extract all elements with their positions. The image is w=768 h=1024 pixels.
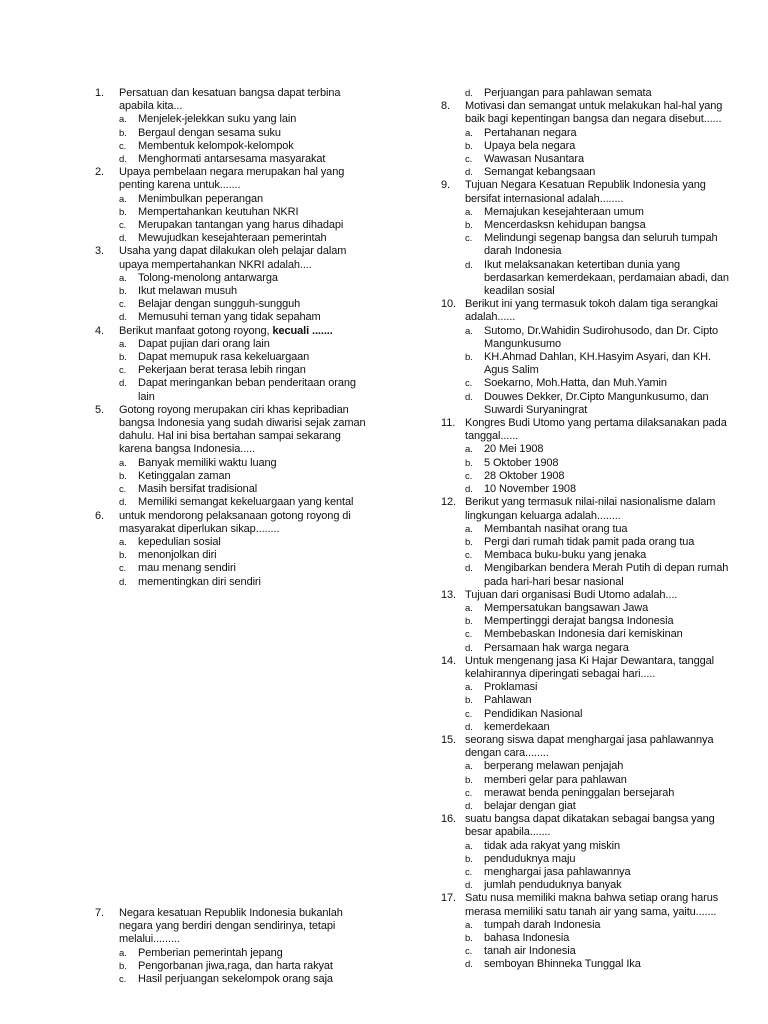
option-letter: d. xyxy=(465,391,473,403)
option-letter: c. xyxy=(465,378,473,390)
answer-option xyxy=(119,364,370,377)
option-letter: a. xyxy=(119,338,127,350)
answer-option xyxy=(465,140,731,153)
option-letter: b. xyxy=(119,470,127,482)
option-text: Dapat pujian dari orang lain xyxy=(138,337,270,350)
option-text: Pertahanan negara xyxy=(484,126,577,139)
answer-option xyxy=(465,945,731,958)
answer-option xyxy=(465,774,731,787)
option-letter: d. xyxy=(465,721,473,733)
question-item xyxy=(95,510,370,589)
option-letter: c. xyxy=(465,787,473,799)
option-text: Proklamasi xyxy=(484,681,538,694)
answer-option xyxy=(465,377,731,390)
answer-option xyxy=(465,602,731,615)
question-number: 3. xyxy=(95,245,104,258)
answer-option xyxy=(465,708,731,721)
option-text: Sutomo, Dr.Wahidin Sudirohusodo, dan Dr. Cipto Mangunkusumo xyxy=(484,324,719,350)
answer-option xyxy=(465,853,731,866)
option-text: 10 November 1908 xyxy=(484,483,576,496)
answer-option xyxy=(119,973,370,986)
answer-option xyxy=(119,483,370,496)
answer-option xyxy=(119,232,370,245)
answer-option xyxy=(119,153,370,166)
question-number: 6. xyxy=(95,509,104,522)
question-text xyxy=(119,166,370,192)
question-item xyxy=(441,100,731,179)
option-letter: b. xyxy=(119,286,127,298)
option-letter: a. xyxy=(119,114,127,126)
answer-option xyxy=(119,549,370,562)
option-letter: a. xyxy=(465,919,473,931)
option-text: Melindungi segenap bangsa dan seluruh tumpah darah Indonesia xyxy=(484,232,718,258)
question-item xyxy=(95,325,370,404)
option-letter: d. xyxy=(465,959,473,971)
question-item xyxy=(95,245,370,324)
option-text: memberi gelar para pahlawan xyxy=(484,773,627,786)
answer-option xyxy=(465,351,731,377)
answer-option xyxy=(465,787,731,800)
answer-option xyxy=(465,840,731,853)
option-text: belajar dengan giat xyxy=(484,799,576,812)
answer-option xyxy=(465,523,731,536)
option-letter: d. xyxy=(119,154,127,166)
answer-option xyxy=(465,232,731,258)
option-letter: c. xyxy=(119,365,127,377)
option-text: Memusuhi teman yang tidak sepaham xyxy=(138,311,321,324)
question-number: 7. xyxy=(95,907,104,919)
option-text: KH.Ahmad Dahlan, KH.Hasyim Asyari, dan KH. Agus Salim xyxy=(484,351,711,377)
option-letter: b. xyxy=(465,220,473,232)
option-text: Membebaskan Indonesia dari kemiskinan xyxy=(484,628,683,641)
question-text-content: Berikut yang termasuk nilai-nilai nasionalisme dalam lingkungan keluarga adalah........ xyxy=(465,496,716,522)
option-text: Pergi dari rumah tidak pamit pada orang tua xyxy=(484,535,695,548)
option-text: mementingkan diri sendiri xyxy=(138,575,261,588)
option-text: Upaya bela negara xyxy=(484,139,576,152)
question-text-content: Upaya pembelaan negara merupakan hal yang penting karena untuk....... xyxy=(119,166,345,192)
option-letter: b. xyxy=(119,127,127,139)
option-text: bahasa Indonesia xyxy=(484,932,570,944)
question-text-content: Untuk mengenang jasa Ki Hajar Dewantara, tanggal kelahirannya diperingati sebagai hari..... xyxy=(465,654,714,680)
option-letter: c. xyxy=(119,140,127,152)
option-text: tanah air Indonesia xyxy=(484,945,576,958)
option-letter: c. xyxy=(465,629,473,641)
question-item xyxy=(95,166,370,245)
question-text-content: Satu nusa memiliki makna bahwa setiap orang harus merasa memiliki satu tanah air yang sama, yaitu....... xyxy=(465,892,719,918)
option-letter: b. xyxy=(465,457,473,469)
option-letter: d. xyxy=(465,880,473,892)
answer-option xyxy=(465,615,731,628)
answer-option xyxy=(465,470,731,483)
option-letter: c. xyxy=(465,550,473,562)
option-letter: a. xyxy=(465,523,473,535)
option-text: Hasil perjuangan sekelompok orang saja xyxy=(138,973,333,986)
question-item xyxy=(441,655,731,734)
question-number: 12. xyxy=(441,496,456,509)
option-letter: c. xyxy=(465,233,473,245)
question-text-content: Gotong royong merupakan ciri khas kepribadian bangsa Indonesia yang sudah diwarisi sejak zaman dahulu. Hal ini bisa bertahan sampai sekarang karena bangsa Indonesia..... xyxy=(119,403,366,456)
option-letter: b. xyxy=(465,933,473,944)
answer-option xyxy=(465,919,731,932)
answer-option xyxy=(465,443,731,456)
answer-option xyxy=(465,932,731,945)
answer-option xyxy=(119,536,370,549)
question-text xyxy=(119,510,370,536)
question-text-content: suatu bangsa dapat dikatakan sebagai bangsa yang besar apabila....... xyxy=(465,813,715,839)
option-letter: b. xyxy=(119,550,127,562)
option-letter: c. xyxy=(119,220,127,232)
answer-option xyxy=(119,311,370,324)
option-text: Pemberian pemerintah jepang xyxy=(138,946,283,959)
answer-option xyxy=(465,562,731,588)
question-text-content: seorang siswa dapat menghargai jasa pahlawannya dengan cara........ xyxy=(465,733,714,760)
option-letter: b. xyxy=(465,774,473,786)
option-letter: c. xyxy=(465,946,473,958)
question-text xyxy=(465,655,731,681)
answer-option xyxy=(119,298,370,311)
option-letter: b. xyxy=(465,140,473,152)
option-letter: d. xyxy=(119,576,127,588)
answer-option xyxy=(119,219,370,232)
question-number: 2. xyxy=(95,166,104,179)
question-number: 9. xyxy=(441,179,450,192)
option-text: Perjuangan para pahlawan semata xyxy=(484,87,652,99)
question-item xyxy=(441,298,731,417)
question-number: 5. xyxy=(95,403,104,416)
option-letter: a. xyxy=(119,947,127,959)
option-letter: b. xyxy=(119,206,127,218)
answer-option xyxy=(465,166,731,179)
option-text: mau menang sendiri xyxy=(138,562,236,575)
question-item xyxy=(95,87,370,166)
option-letter: b. xyxy=(465,853,473,865)
option-text: Mencerdasksn kehidupan bangsa xyxy=(484,219,646,232)
option-letter: d. xyxy=(119,378,127,390)
answer-option xyxy=(119,576,370,589)
option-text: tumpah darah Indonesia xyxy=(484,918,601,931)
option-text: Memajukan kesejahteraan umum xyxy=(484,205,644,218)
option-letter: a. xyxy=(119,457,127,469)
option-letter: c. xyxy=(465,154,473,166)
left-column-bottom xyxy=(95,907,370,986)
question-text xyxy=(465,417,731,443)
question-text xyxy=(465,589,731,602)
answer-option xyxy=(465,87,731,100)
option-text: Tolong-menolong antarwarga xyxy=(138,271,278,284)
option-letter: b. xyxy=(465,352,473,364)
option-letter: d. xyxy=(465,484,473,496)
option-text: Douwes Dekker, Dr.Cipto Mangunkusumo, dan Suwardi Suryaningrat xyxy=(484,390,709,416)
option-letter: c. xyxy=(119,974,127,986)
question-item xyxy=(441,496,731,588)
option-letter: c. xyxy=(119,563,127,575)
answer-option xyxy=(119,193,370,206)
option-text: jumlah penduduknya banyak xyxy=(484,879,622,892)
answer-option xyxy=(465,958,731,971)
question-text xyxy=(465,813,731,839)
answer-option xyxy=(465,206,731,219)
option-letter: a. xyxy=(465,444,473,456)
answer-option xyxy=(119,960,370,973)
option-text: Merupakan tantangan yang harus dihadapi xyxy=(138,219,344,232)
question-number: 16. xyxy=(441,813,456,826)
option-text: Membantah nasihat orang tua xyxy=(484,522,628,535)
answer-option xyxy=(119,562,370,575)
answer-option xyxy=(465,549,731,562)
answer-option xyxy=(119,206,370,219)
option-letter: d. xyxy=(119,233,127,245)
option-text: merawat benda peninggalan bersejarah xyxy=(484,786,675,799)
answer-option xyxy=(119,272,370,285)
answer-option xyxy=(465,721,731,734)
option-text: Belajar dengan sungguh-sungguh xyxy=(138,298,301,311)
option-text: Mengibarkan bendera Merah Putih di depan rumah pada hari-hari besar nasional xyxy=(484,562,729,588)
question-text-content: Tujuan dari organisasi Budi Utomo adalah.... xyxy=(465,588,678,601)
answer-option xyxy=(465,483,731,496)
option-letter: a. xyxy=(465,127,473,139)
option-letter: d. xyxy=(119,312,127,324)
question-text-content: Usaha yang dapat dilakukan oleh pelajar dalam upaya mempertahankan NKRI adalah.... xyxy=(119,245,347,271)
option-text: Memiliki semangat kekeluargaan yang kental xyxy=(138,496,354,509)
option-text: Membentuk kelompok-kelompok xyxy=(138,139,294,152)
question-text-content: Berikut ini yang termasuk tokoh dalam tiga serangkai adalah...... xyxy=(465,298,718,324)
answer-option xyxy=(465,219,731,232)
answer-option xyxy=(465,694,731,707)
option-letter: d. xyxy=(465,259,473,271)
option-text: Mempertinggi derajat bangsa Indonesia xyxy=(484,615,674,628)
option-text: menghargai jasa pahlawannya xyxy=(484,865,631,878)
answer-option xyxy=(119,947,370,960)
question-text xyxy=(465,100,731,126)
option-letter: d. xyxy=(119,497,127,509)
option-letter: c. xyxy=(465,866,473,878)
option-text: Soekarno, Moh.Hatta, dan Muh.Yamin xyxy=(484,377,667,390)
question-text xyxy=(465,298,731,324)
question-emphasis: kecuali ....... xyxy=(272,324,333,337)
option-text: 28 Oktober 1908 xyxy=(484,469,565,482)
answer-option xyxy=(119,285,370,298)
option-letter: a. xyxy=(465,682,473,694)
question-number: 1. xyxy=(95,87,104,99)
option-text: kepedulian sosial xyxy=(138,535,221,548)
option-text: Ketinggalan zaman xyxy=(138,469,231,482)
question-text-content: Negara kesatuan Republik Indonesia bukanlah negara yang berdiri dengan sendirinya, tetapi melalui......... xyxy=(119,907,343,946)
question-text-content: Motivasi dan semangat untuk melakukan hal-hal yang baik bagi kepentingan bangsa dan negara disebut...... xyxy=(465,100,723,126)
answer-option xyxy=(119,113,370,126)
option-text: Pengorbanan jiwa,raga, dan harta rakyat xyxy=(138,959,333,972)
question-number: 4. xyxy=(95,324,104,337)
option-letter: a. xyxy=(119,193,127,205)
answer-option xyxy=(465,536,731,549)
question-text xyxy=(119,325,370,338)
answer-option xyxy=(119,127,370,140)
option-text: Bergaul dengan sesama suku xyxy=(138,126,281,139)
question-text-content: Kongres Budi Utomo yang pertama dilaksanakan pada tanggal...... xyxy=(465,417,727,443)
option-letter: c. xyxy=(465,708,473,720)
answer-option xyxy=(465,879,731,892)
answer-option xyxy=(465,457,731,470)
option-text: 5 Oktober 1908 xyxy=(484,456,559,469)
option-text: Pendidikan Nasional xyxy=(484,707,583,720)
option-text: berperang melawan penjajah xyxy=(484,760,624,773)
question-item xyxy=(441,813,731,892)
question-number: 15. xyxy=(441,733,456,746)
question-item xyxy=(95,404,370,510)
question-text-content: Persatuan dan kesatuan bangsa dapat terbina apabila kita... xyxy=(119,87,341,113)
option-letter: a. xyxy=(465,840,473,852)
answer-option xyxy=(465,642,731,655)
option-letter: d. xyxy=(465,167,473,179)
question-item xyxy=(441,417,731,496)
option-text: semboyan Bhinneka Tunggal Ika xyxy=(484,958,641,971)
option-letter: a. xyxy=(465,325,473,337)
option-text: Banyak memiliki waktu luang xyxy=(138,456,277,469)
option-letter: b. xyxy=(465,616,473,628)
option-letter: a. xyxy=(119,272,127,284)
option-text: Dapat memupuk rasa kekeluargaan xyxy=(138,351,310,364)
question-text xyxy=(465,179,731,205)
answer-option xyxy=(465,760,731,773)
answer-option xyxy=(465,628,731,641)
option-letter: c. xyxy=(119,299,127,311)
question-item xyxy=(441,179,731,298)
option-text: kemerdekaan xyxy=(484,720,550,733)
option-text: Ikut melawan musuh xyxy=(138,285,238,298)
left-column-top xyxy=(95,87,370,589)
question-text xyxy=(119,907,370,947)
option-text: tidak ada rakyat yang miskin xyxy=(484,839,620,852)
question-text xyxy=(119,404,370,457)
answer-option xyxy=(465,325,731,351)
option-letter: a. xyxy=(465,761,473,773)
question-item xyxy=(441,87,731,100)
option-text: Mewujudkan kesejahteraan pemerintah xyxy=(138,232,327,245)
option-letter: b. xyxy=(119,960,127,972)
question-item xyxy=(441,892,731,971)
option-text: Persamaan hak warga negara xyxy=(484,641,629,654)
option-text: 20 Mei 1908 xyxy=(484,443,544,456)
answer-option xyxy=(119,140,370,153)
option-text: Mempersatukan bangsawan Jawa xyxy=(484,601,649,614)
option-text: Membaca buku-buku yang jenaka xyxy=(484,549,647,562)
answer-option xyxy=(119,377,370,403)
option-text: Wawasan Nusantara xyxy=(484,153,584,166)
answer-option xyxy=(465,127,731,140)
question-text-content: Berikut manfaat gotong royong, xyxy=(119,324,273,337)
question-number: 11. xyxy=(441,417,456,430)
question-text-content: Tujuan Negara Kesatuan Republik Indonesia yang bersifat internasional adalah........ xyxy=(465,179,706,205)
option-text: Pekerjaan berat terasa lebih ringan xyxy=(138,364,306,377)
option-text: Menjelek-jelekkan suku yang lain xyxy=(138,113,297,126)
option-letter: a. xyxy=(119,536,127,548)
option-letter: a. xyxy=(465,206,473,218)
option-text: Ikut melaksanakan ketertiban dunia yang berdasarkan kemerdekaan, perdamaian abadi, dan keadilan sosial xyxy=(484,258,729,298)
answer-option xyxy=(119,351,370,364)
option-text: Semangat kebangsaan xyxy=(484,166,596,179)
option-letter: c. xyxy=(119,484,127,496)
option-letter: d. xyxy=(465,642,473,654)
question-text xyxy=(119,245,370,271)
option-text: Dapat meringankan beban penderitaan orang lain xyxy=(138,377,356,403)
question-item xyxy=(441,734,731,813)
option-text: menonjolkan diri xyxy=(138,549,217,562)
answer-option xyxy=(465,153,731,166)
option-letter: c. xyxy=(465,470,473,482)
question-number: 8. xyxy=(441,100,450,113)
right-column xyxy=(441,87,731,972)
answer-option xyxy=(465,259,731,299)
question-text xyxy=(119,87,370,113)
option-text: penduduknya maju xyxy=(484,852,576,865)
option-letter: b. xyxy=(465,695,473,707)
question-item xyxy=(441,589,731,655)
option-letter: a. xyxy=(465,602,473,614)
option-text: Pahlawan xyxy=(484,694,532,707)
option-letter: d. xyxy=(465,563,473,575)
answer-option xyxy=(119,338,370,351)
question-number: 14. xyxy=(441,654,456,667)
answer-option xyxy=(465,800,731,813)
option-letter: b. xyxy=(119,352,127,364)
question-text-content: untuk mendorong pelaksanaan gotong royong di masyarakat diperlukan sikap........ xyxy=(119,509,351,535)
answer-option xyxy=(119,470,370,483)
question-text xyxy=(465,496,731,522)
answer-option xyxy=(465,391,731,417)
answer-option xyxy=(465,866,731,879)
option-text: Mempertahankan keutuhan NKRI xyxy=(138,205,299,218)
question-number: 17. xyxy=(441,892,456,905)
option-letter: d. xyxy=(465,88,473,99)
question-text xyxy=(465,734,731,760)
question-number: 10. xyxy=(441,298,456,311)
question-text xyxy=(465,892,731,918)
question-number: 13. xyxy=(441,588,456,601)
answer-option xyxy=(119,457,370,470)
option-letter: d. xyxy=(465,800,473,812)
question-item xyxy=(95,907,370,986)
option-letter: b. xyxy=(465,536,473,548)
option-text: Menghormati antarsesama masyarakat xyxy=(138,153,326,166)
option-text: Menimbulkan peperangan xyxy=(138,192,263,205)
answer-option xyxy=(119,496,370,509)
option-text: Masih bersifat tradisional xyxy=(138,483,258,496)
answer-option xyxy=(465,681,731,694)
